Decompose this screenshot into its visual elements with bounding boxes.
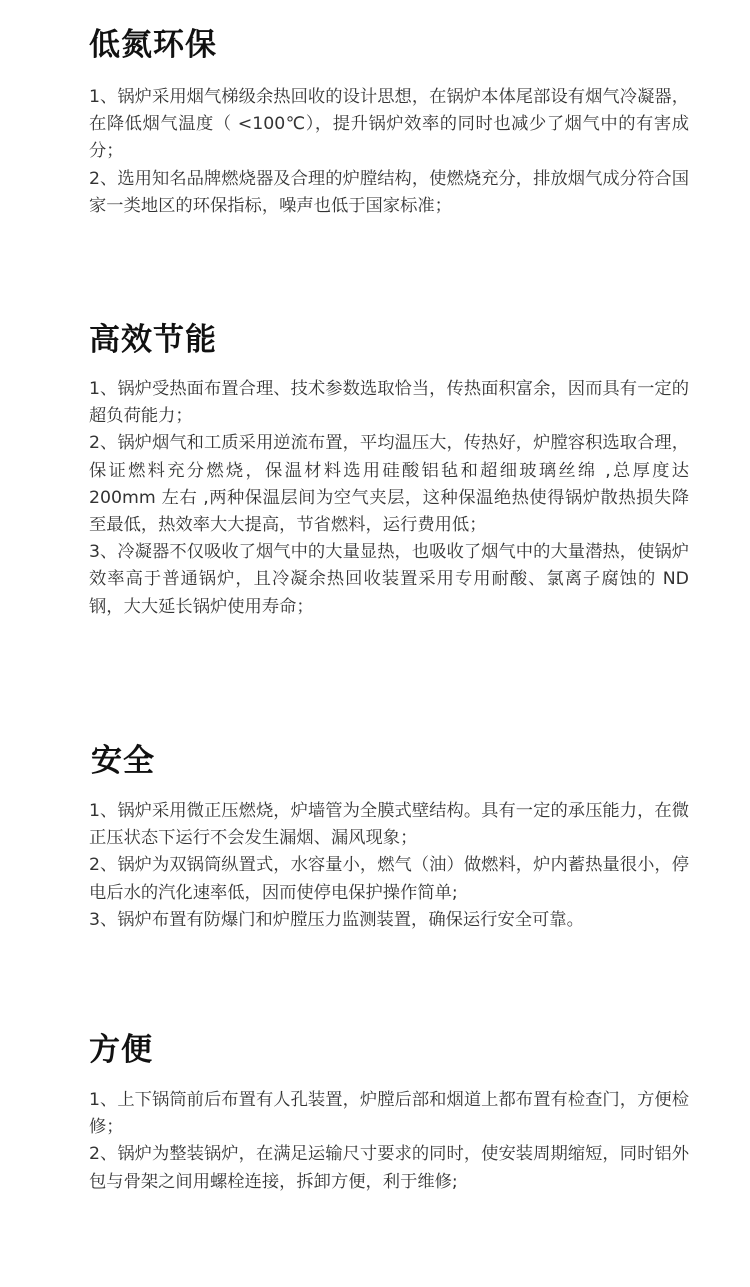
paragraph: 1、锅炉受热面布置合理、技术参数选取恰当，传热面积富余，因而具有一定的超负荷能力； (89, 379, 689, 427)
paragraph: 3、冷凝器不仅吸收了烟气中的大量显热，也吸收了烟气中的大量潜热，使锅炉效率高于普通锅炉，且冷凝余热回收装置采用专用耐酸、氯离子腐蚀的 ND 钢，大大延长锅炉使用寿命； (89, 542, 689, 617)
paragraph: 2、锅炉为双锅筒纵置式，水容量小，燃气（油）做燃料，炉内蓄热量很小，停电后水的汽化速率低，因而使停电保护操作简单; (89, 855, 689, 903)
paragraph: 2、锅炉为整装锅炉，在满足运输尺寸要求的同时，使安装周期缩短，同时铝外包与骨架之间用螺栓连接，拆卸方便，利于维修; (89, 1144, 689, 1192)
section-title: 安全 (91, 743, 155, 779)
section-title: 高效节能 (89, 322, 217, 358)
paragraph: 1、锅炉采用烟气梯级余热回收的设计思想，在锅炉本体尾部设有烟气冷凝器，在降低烟气温度（ <100℃），提升锅炉效率的同时也减少了烟气中的有害成分； (89, 87, 689, 162)
paragraph: 1、锅炉采用微正压燃烧，炉墙管为全膜式壁结构。具有一定的承压能力，在微正压状态下运行不会发生漏烟、漏风现象； (89, 801, 689, 849)
paragraph: 1、上下锅筒前后布置有人孔装置，炉膛后部和烟道上都布置有检查门，方便检修； (89, 1090, 689, 1138)
paragraph: 2、选用知名品牌燃烧器及合理的炉膛结构，使燃烧充分，排放烟气成分符合国家一类地区的环保指标，噪声也低于国家标准； (89, 168, 689, 216)
section-title: 低氮环保 (89, 27, 217, 63)
section-title: 方便 (89, 1032, 153, 1068)
section-body (89, 798, 689, 934)
paragraph: 3、锅炉布置有防爆门和炉膛压力监测装置，确保运行安全可靠。 (89, 909, 584, 930)
section-body (89, 376, 689, 621)
section-body (89, 1087, 689, 1196)
paragraph: 2、锅炉烟气和工质采用逆流布置，平均温压大，传热好，炉膛容积选取合理，保证燃料充分燃烧，保温材料选用硅酸铝毡和超细玻璃丝绵 ,总厚度达 200mm 左右 ,两种保温层间为空气夹层，这种保温绝热使得锅炉散热损失降至最低，热效率大大提高，节省燃料，运行费用低； (89, 433, 689, 536)
section-body (89, 84, 689, 220)
